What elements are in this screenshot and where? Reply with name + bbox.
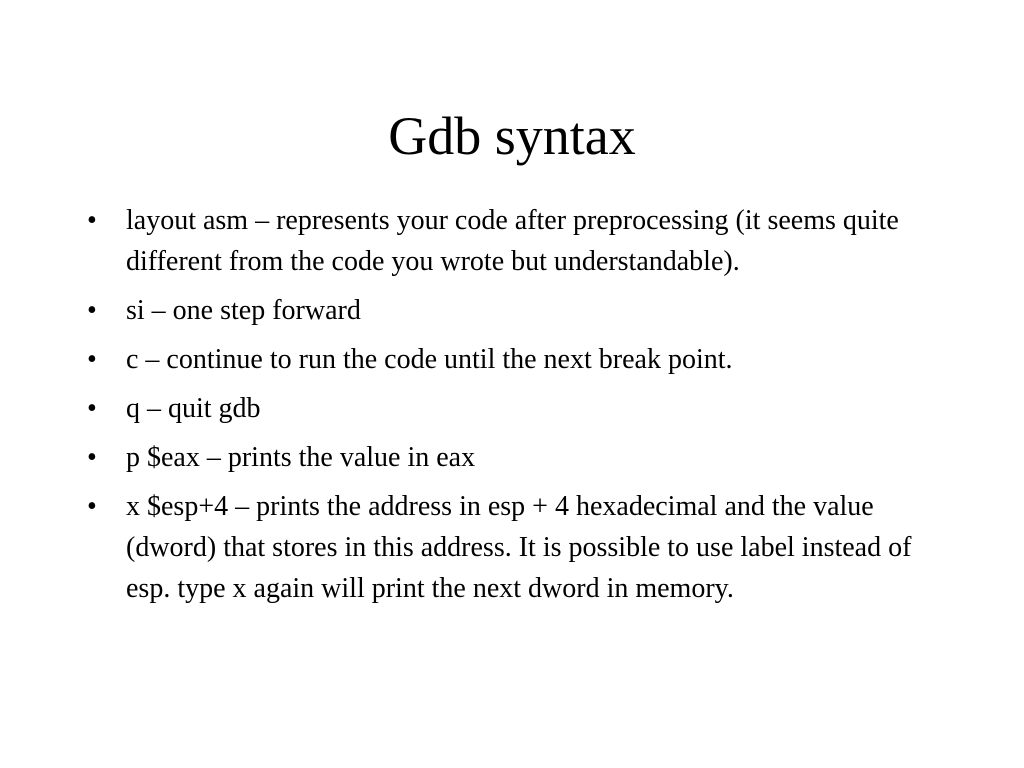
slide-title: Gdb syntax bbox=[388, 106, 636, 166]
bullet-text: c – continue to run the code until the next break point. bbox=[126, 344, 733, 375]
bullet-list bbox=[80, 200, 940, 617]
bullet-icon: • bbox=[87, 393, 97, 424]
bullet-text: layout asm – represents your code after preprocessing (it seems quite different from the code you wrote but understandable). bbox=[126, 205, 899, 277]
bullet-item-si bbox=[80, 290, 940, 331]
bullet-icon: • bbox=[87, 295, 97, 326]
bullet-item-c bbox=[80, 339, 940, 380]
bullet-item-x bbox=[80, 486, 940, 609]
bullet-text: x $esp+4 – prints the address in esp + 4 hexadecimal and the value (dword) that stores in this address. It is possible to use label instead of esp. type x again will print the next dword in memory. bbox=[126, 491, 912, 604]
bullet-text: si – one step forward bbox=[126, 295, 361, 326]
bullet-icon: • bbox=[87, 442, 97, 473]
bullet-icon: • bbox=[87, 491, 97, 522]
bullet-item-layout-asm bbox=[80, 200, 940, 282]
bullet-text: q – quit gdb bbox=[126, 393, 261, 424]
bullet-icon: • bbox=[87, 344, 97, 375]
bullet-icon: • bbox=[87, 205, 97, 236]
bullet-text: p $eax – prints the value in eax bbox=[126, 442, 476, 473]
bullet-item-p bbox=[80, 437, 940, 478]
bullet-item-q bbox=[80, 388, 940, 429]
